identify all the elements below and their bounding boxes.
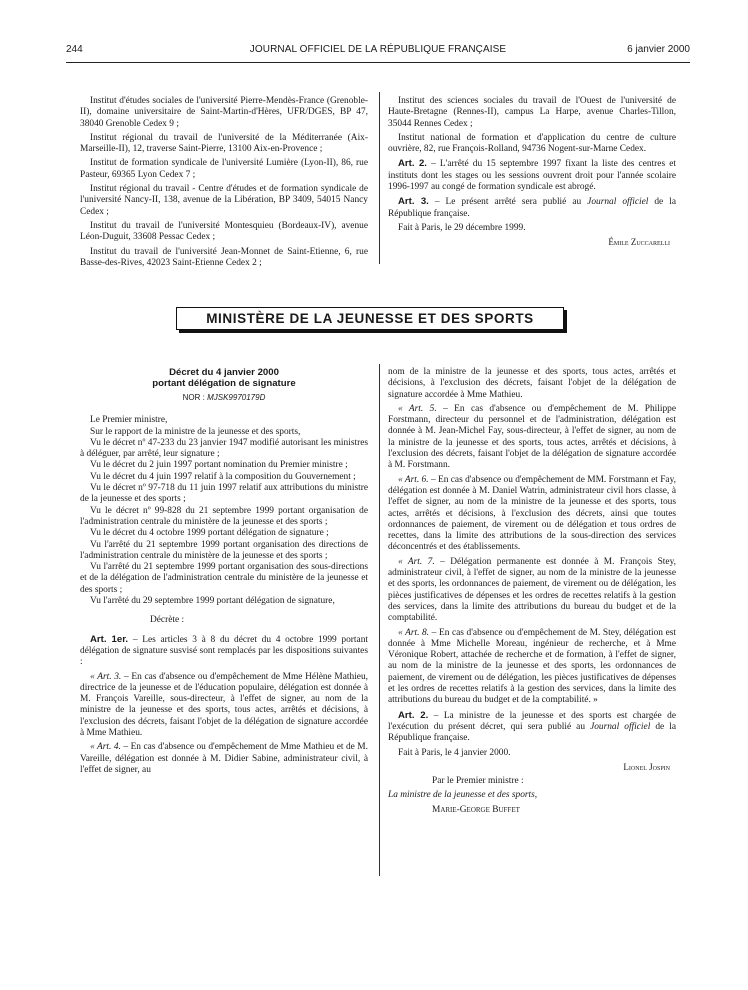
- article-4-decree: « Art. 4. – En cas d'absence ou d'empêchement de Mme Mathieu et de M. Vareille, délégation est donnée à M. Didier Sabine, administrateur civil, à l'effet de signer, au: [80, 742, 368, 775]
- decree-title: Décret du 4 janvier 2000 portant délégation de signature: [152, 367, 296, 389]
- visa: Vu l'arrêté du 21 septembre 1999 portant organisation des sous-directions et de la délégation de l'administration centrale du ministère de la jeunesse et des sports ;: [80, 562, 368, 595]
- institutes-list-right: [388, 96, 676, 252]
- issue-date: 6 janvier 2000: [627, 44, 690, 55]
- article-label: « Art. 3.: [90, 671, 122, 682]
- decrete: Décrète :: [150, 615, 185, 626]
- visa: Vu le décret du 4 octobre 1999 portant délégation de signature ;: [90, 528, 329, 539]
- institutes-list-left: [80, 96, 368, 272]
- page-header: [66, 44, 690, 60]
- article-label: Art. 3.: [398, 196, 429, 208]
- article-2: Art. 2. – L'arrêté du 15 septembre 1997 fixant la liste des centres et instituts dont les stages ou les sessions ouvrent droit pour l'année scolaire 1996-1997 au congé de formation syndicale est abrogé.: [388, 158, 676, 193]
- article-label: « Art. 7.: [398, 556, 435, 567]
- article-label: « Art. 8.: [398, 627, 430, 638]
- decree-right-column: [388, 367, 676, 819]
- article-label: « Art. 5.: [398, 403, 437, 414]
- journal-name: Journal officiel: [587, 197, 649, 208]
- article-1: Art. 1er. – Les articles 3 à 8 du décret du 4 octobre 1999 portant délégation de signature susvisé sont remplacés par les dispositions suivantes :: [80, 633, 368, 668]
- article-3-decree: « Art. 3. – En cas d'absence ou d'empêchement de Mme Hélène Mathieu, directrice de la jeunesse et de l'éducation populaire, délégation est donnée à M. François Vareille, sous-directeur, à l'effet de signer, au nom de la ministre de la jeunesse et des sports, tous actes, arrêtés et décisions, à l'exclusion des décrets, faisant l'objet de la délégation de signature accordée à Mme Mathieu.: [80, 671, 368, 739]
- visa: Vu le décret du 4 juin 1997 relatif à la composition du Gouvernement ;: [90, 471, 356, 482]
- decree-left-column: [80, 367, 368, 779]
- by-prime-minister: Par le Premier ministre :: [432, 776, 524, 787]
- article-8-decree: « Art. 8. – En cas d'absence ou d'empêchement de M. Stey, délégation est donnée à Mme Michelle Moreau, ingénieur de recherche, et à Mme Véronique Robert, attachée de recherche et de formation, à l'effet de signer, au nom de la ministre de la jeunesse et des sports, les ordonnances de paiement, de virement ou de délégation, les pièces justificatives de dépenses et les ordres de recettes relatifs à la gestion des services, dans la limite des attributions du bureau du budget et de la comptabilité. »: [388, 627, 676, 706]
- list-item: Institut des sciences sociales du travail de l'Ouest de l'université de Haute-Bretagne (Rennes-II), campus La Harpe, avenue Charles-Tillon, 35044 Rennes Cedex ;: [388, 96, 676, 129]
- visa: Sur le rapport de la ministre de la jeunesse et des sports,: [90, 426, 301, 437]
- column-divider-top: [379, 92, 380, 264]
- article-label: Art. 2.: [398, 158, 427, 170]
- visa: Vu le décret nº 99-828 du 21 septembre 1999 portant organisation de l'administration centrale du ministère de la jeunesse et des sports ;: [80, 505, 368, 527]
- done-at: Fait à Paris, le 29 décembre 1999.: [398, 222, 526, 233]
- list-item: Institut régional du travail de l'université de la Méditerranée (Aix-Marseille-II), 12, traverse Saint-Pierre, 13100 Aix-en-Provence ;: [80, 132, 368, 155]
- visa: Vu l'arrêté du 21 septembre 1999 portant organisation des directions de l'administration centrale du ministère de la jeunesse et des sports ;: [80, 539, 368, 561]
- page-number: 244: [66, 44, 83, 55]
- intro: Le Premier ministre,: [90, 415, 168, 426]
- list-item: Institut du travail de l'université Jean-Monnet de Saint-Etienne, 6, rue Basse-des-Rives, 42023 Saint-Etienne Cedex 2 ;: [80, 246, 368, 268]
- list-item: Institut national de formation et d'application du centre de culture ouvrière, 82, rue François-Rolland, 94736 Nogent-sur-Marne Cedex.: [388, 132, 676, 155]
- article-3: Art. 3. – Le présent arrêté sera publié au Journal officiel de la République française.: [388, 196, 676, 219]
- list-item: Institut d'études sociales de l'université Pierre-Mendès-France (Grenoble-II), domaine universitaire de Saint-Martin-d'Hères, UFR/DGES, BP 47, 38040 Grenoble Cedex 9 ;: [80, 96, 368, 129]
- visa: Vu le décret du 2 juin 1997 portant nomination du Premier ministre ;: [90, 460, 348, 471]
- article-6-decree: « Art. 6. – En cas d'absence ou d'empêchement de MM. Forstmann et Fay, délégation est donnée à M. Daniel Watrin, administrateur civil hors classe, à l'effet de signer, au nom de la ministre de la jeunesse et des sports, tous actes, arrêtés et décisions, à l'exclusion des décrets, ainsi que toutes ordonnances de paiement, de virement ou de délégation et tous ordres de recettes, dans la limite des attributions de la sous-direction des services déconcentrés et des établissements.: [388, 474, 676, 553]
- journal-title: JOURNAL OFFICIEL DE LA RÉPUBLIQUE FRANÇAISE: [249, 44, 507, 55]
- list-item: Institut régional du travail - Centre d'études et de formation syndicale de l'université Nancy-II, 138, avenue de la Libération, BP 3409, 54015 Nancy Cedex ;: [80, 184, 368, 217]
- signatory-pm: Lionel Jospin: [623, 761, 670, 772]
- visa: Vu le décret nº 47-233 du 23 janvier 1947 modifié autorisant les ministres à déléguer, par arrêté, leur signature ;: [80, 437, 368, 460]
- signatory: Émile Zuccarelli: [608, 237, 670, 248]
- article-label: Art. 2.: [398, 709, 429, 721]
- minister-title: La ministre de la jeunesse et des sports,: [388, 790, 538, 801]
- header-rule: [66, 62, 690, 63]
- article-7-decree: « Art. 7. – Délégation permanente est donnée à M. François Stey, administrateur civil, à l'effet de signer, au nom de la ministre de la jeunesse et des sports, les ordonnances de paiement, de virement ou de délégation, les pièces justificatives de dépenses et les ordres de recettes relatifs à la gestion des services, dans la limite des attributions du bureau du budget et de la comptabilité.: [388, 556, 676, 624]
- article-label: Art. 1er.: [90, 633, 129, 645]
- visa: Vu le décret nº 97-718 du 11 juin 1997 relatif aux attributions du ministre de la jeunesse et des sports ;: [80, 483, 368, 505]
- article-2-decree: Art. 2. – La ministre de la jeunesse et des sports est chargée de l'exécution du présent décret, qui sera publié au Journal officiel de la République française.: [388, 709, 676, 744]
- journal-name: Journal officiel: [590, 721, 651, 732]
- article-label: « Art. 4.: [90, 742, 121, 753]
- visa: Vu l'arrêté du 29 septembre 1999 portant délégation de signature,: [90, 596, 335, 607]
- nor-reference: NOR : MJSK9970179D: [182, 393, 266, 402]
- done-at: Fait à Paris, le 4 janvier 2000.: [398, 747, 511, 758]
- list-item: Institut de formation syndicale de l'université Lumière (Lyon-II), 86, rue Pasteur, 69365 Lyon Cedex 7 ;: [80, 158, 368, 180]
- list-item: Institut du travail de l'université Montesquieu (Bordeaux-IV), avenue Léon-Duguit, 33608 Pessac Cedex ;: [80, 220, 368, 243]
- article-5-decree: « Art. 5. – En cas d'absence ou d'empêchement de M. Philippe Forstmann, directeur du personnel et de l'administration, délégation est donnée à M. Jean-Michel Fay, sous-directeur, à l'effet de signer, au nom de la ministre de la jeunesse et des sports, tous actes, arrêtés et décisions, à l'exclusion des décrets, faisant l'objet de la délégation de signature accordée à M. Forstmann.: [388, 403, 676, 471]
- article-label: « Art. 6.: [398, 474, 429, 485]
- ministry-title: MINISTÈRE DE LA JEUNESSE ET DES SPORTS: [176, 307, 564, 330]
- column-divider-bottom: [379, 364, 380, 876]
- article-4-continued: nom de la ministre de la jeunesse et des sports, tous actes, arrêtés et décisions, à l'exclusion des décrets, faisant l'objet de la délégation de signature accordée à Mme Mathieu.: [388, 367, 676, 400]
- minister-name: Marie-George Buffet: [432, 804, 520, 815]
